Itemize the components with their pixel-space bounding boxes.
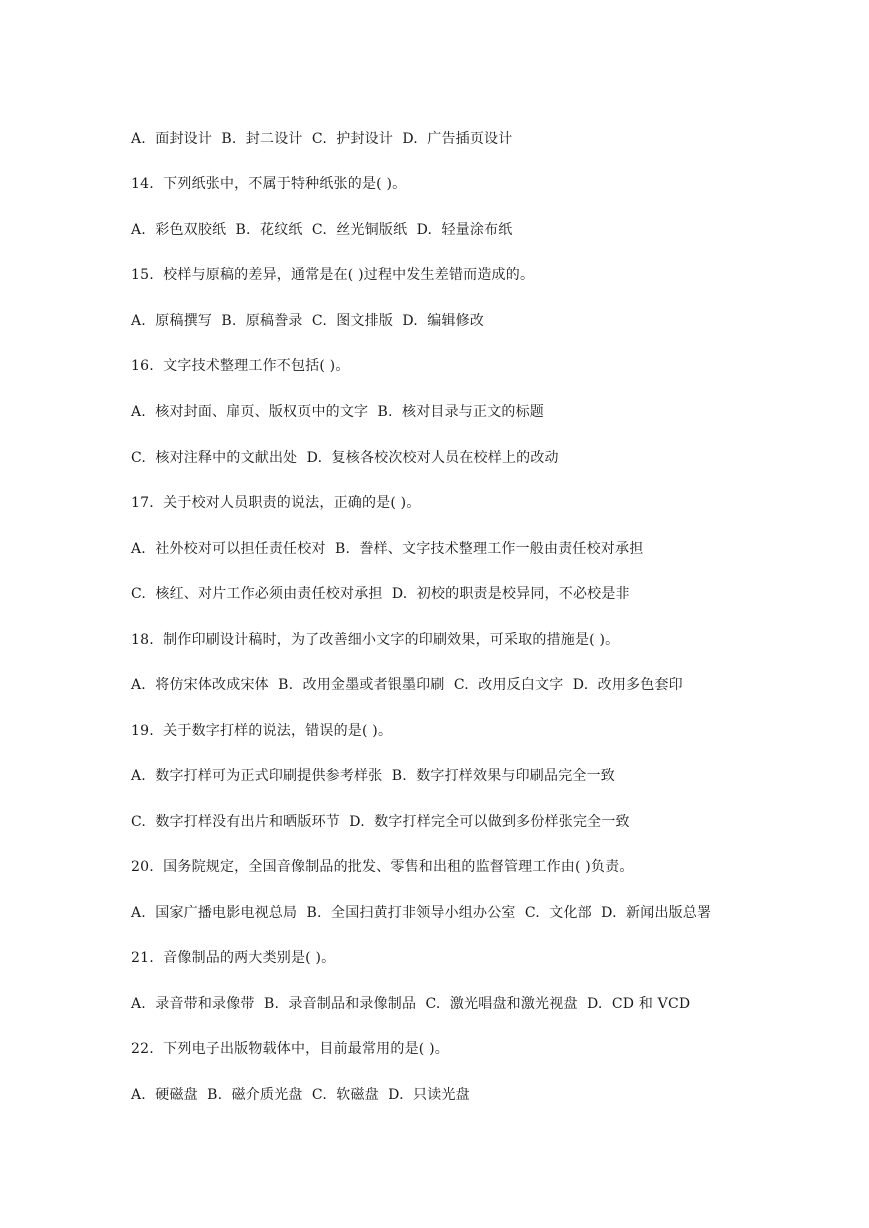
option-line-q19-b: C. 数字打样没有出片和晒版环节 D. 数字打样完全可以做到多份样张完全一致 [131,814,630,830]
question-19: 19. 关于数字打样的说法，错误的是( )。 [131,723,393,739]
question-16: 16. 文字技术整理工作不包括( )。 [131,358,350,374]
option-line-q18: A. 将仿宋体改成宋体 B. 改用金墨或者银墨印刷 C. 改用反白文字 D. 改用多色套印 [131,677,683,693]
option-line-q17-b: C. 核红、对片工作必须由责任校对承担 D. 初校的职责是校异同，不必校是非 [131,586,630,602]
option-line-q13: A. 面封设计 B. 封二设计 C. 护封设计 D. 广告插页设计 [131,131,513,147]
option-line-q16-b: C. 核对注释中的文献出处 D. 复核各校次校对人员在校样上的改动 [131,450,559,466]
question-17: 17. 关于校对人员职责的说法，正确的是( )。 [131,495,421,511]
option-line-q15: A. 原稿撰写 B. 原稿誊录 C. 图文排版 D. 编辑修改 [131,313,485,329]
option-line-q19-a: A. 数字打样可为正式印刷提供参考样张 B. 数字打样效果与印刷品完全一致 [131,768,615,784]
option-line-q21: A. 录音带和录像带 B. 录音制品和录像制品 C. 激光唱盘和激光视盘 D. CD 和 VCD [131,996,691,1012]
question-15: 15. 校样与原稿的差异，通常是在( )过程中发生差错而造成的。 [131,267,535,283]
option-line-q22: A. 硬磁盘 B. 磁介质光盘 C. 软磁盘 D. 只读光盘 [131,1087,470,1103]
option-line-q14: A. 彩色双胶纸 B. 花纹纸 C. 丝光铜版纸 D. 轻量涂布纸 [131,222,513,238]
question-14: 14. 下列纸张中，不属于特种纸张的是( )。 [131,176,407,192]
question-18: 18. 制作印刷设计稿时，为了改善细小文字的印刷效果，可采取的措施是( )。 [131,632,620,648]
question-22: 22. 下列电子出版物载体中，目前最常用的是( )。 [131,1041,449,1057]
question-21: 21. 音像制品的两大类别是( )。 [131,950,336,966]
option-line-q20: A. 国家广播电影电视总局 B. 全国扫黄打非领导小组办公室 C. 文化部 D. 新闻出版总署 [131,905,712,921]
option-line-q17-a: A. 社外校对可以担任责任校对 B. 誊样、文字技术整理工作一般由责任校对承担 [131,541,644,557]
option-line-q16-a: A. 核对封面、扉页、版权页中的文字 B. 核对目录与正文的标题 [131,404,544,420]
question-20: 20. 国务院规定，全国音像制品的批发、零售和出租的监督管理工作由( )负责。 [131,859,634,875]
